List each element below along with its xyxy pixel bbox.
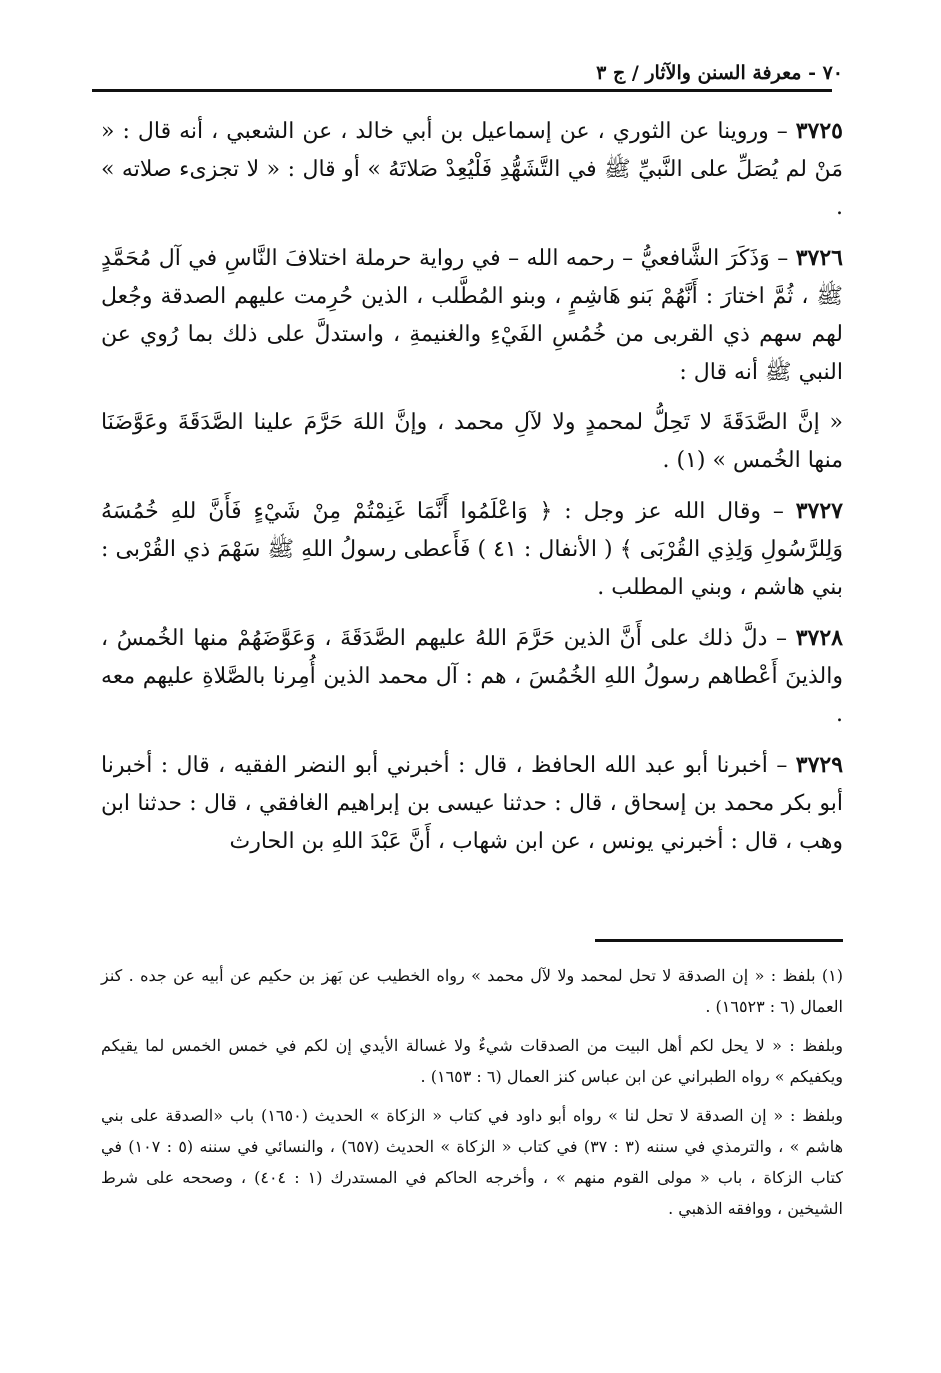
main-text: [101, 112, 843, 873]
paragraph-3728: [101, 619, 843, 734]
paragraph-text: – وقال الله عز وجل : ﴿ وَاعْلَمُوا أَنَّمَا غَنِمْتُمْ مِنْ شَيْءٍ فَأَنَّ للهِ خُمُسَهُ وَلِلرَّسُولِ وَلِذِي القُرْبَى ﴾ ( الأنفال : ٤١ ) فَأَعطى رسولُ اللهِ ﷺ سَهْمَ ذي القُرْبى : بني هاشم ، وبني المطلب .: [101, 499, 843, 600]
paragraph-text: – دلَّ ذلك على أَنَّ الذين حَرَّمَ اللهُ عليهم الصَّدَقَةَ ، وَعَوَّضَهُمْ منها الخُمسُ ، والذينَ أَعْطاهم رسولُ اللهِ الخُمُسَ ، هم : آل محمد الذين أُمِرنا بالصَّلاةِ عليهم معه .: [101, 626, 843, 727]
footnote-3: وبلفظ : « إن الصدقة لا تحل لنا » رواه أبو داود في كتاب « الزكاة » الحديث (١٦٥٠) باب «الصدقة على بني هاشم » ، والترمذي في سننه (٣ : ٣٧) في كتاب « الزكاة » الحديث (٦٥٧) ، والنسائي في سننه (٥ : ١٠٧) في كتاب الزكاة ، باب « مولى القوم منهم » ، وأخرجه الحاكم في المستدرك (١ : ٤٠٤) ، وصححه على شرط الشيخين ، ووافقه الذهبي .: [101, 1106, 844, 1218]
paragraph-number: ٣٧٢٨: [795, 625, 843, 651]
footnotes: [101, 960, 843, 1232]
paragraph-text: – وَذَكَرَ الشَّافعيُّ – رحمه الله – في رواية حرملة اختلافَ النَّاسِ في آل مُحَمَّدٍ ﷺ ، ثُمَّ اختارَ : أَنَّهُمْ بَنو هَاشِمٍ ، وبنو المُطَّلب ، الذين حُرِمت عليهم الصدقة وجُعل لهم سهم ذي القربى من خُمُسِ الفَيْءِ والغنيمةِ ، واستدلَّ على ذلك بما رُوي عن النبي ﷺ أنه قال :: [101, 246, 843, 385]
paragraph-text: – أخبرنا أبو عبد الله الحافظ ، قال : أخبرني أبو النضر الفقيه ، قال : أخبرنا أبو بكر محمد بن إسحاق ، قال : حدثنا عيسى بن إبراهيم الغافقي ، قال : حدثنا ابن وهب ، قال : أخبرني يونس ، عن ابن شهاب ، أَنَّ عَبْدَ اللهِ بن الحارث: [101, 753, 843, 854]
hadith-quote: [101, 404, 843, 480]
footnote-2: وبلفظ : « لا يحل لكم أهل البيت من الصدقات شيءٌ ولا غسالة الأيدي إن لكم في خمس الخمس لما يقيكم ويكفيكم » رواه الطبراني عن ابن عباس كنز العمال (٦ : ١٦٥٣) .: [101, 1036, 843, 1086]
paragraph-number: ٣٧٢٧: [795, 498, 843, 524]
paragraph-3729: [101, 746, 843, 861]
paragraph-text: – وروينا عن الثوري ، عن إسماعيل بن أبي خالد ، عن الشعبي ، أنه قال : « مَنْ لم يُصَلِّ على النَّبيِّ ﷺ في التَّشَهُّدِ فَلْيُعِدْ صَلاتَهُ » أو قال : « لا تجزىء صلاته » .: [101, 119, 843, 220]
paragraph-number: ٣٧٢٦: [795, 245, 843, 271]
footnote-1: (١) بلفظ : « إن الصدقة لا تحل لمحمد ولا لآل محمد » رواه الخطيب عن بَهز بن حكيم عن أبيه عن جده . كنز العمال (٦ : ١٦٥٢٣) .: [101, 966, 843, 1016]
header-rule: [92, 89, 832, 92]
paragraph-number: ٣٧٢٩: [795, 752, 844, 778]
paragraph-number: ٣٧٢٥: [795, 118, 843, 144]
footnote-rule: [595, 939, 843, 942]
paragraph-3726: [101, 239, 843, 392]
paragraph-text: « إنَّ الصَّدَقَةَ لا تَحِلُّ لمحمدٍ ولا لآلِ محمد ، وإنَّ اللهَ حَرَّمَ علينا الصَّدَقَةَ وعَوَّضَنَا منها الخُمس » (١) .: [101, 410, 843, 473]
running-header: ٧٠ - معرفة السنن والآثار / ج ٣: [596, 62, 843, 84]
paragraph-3725: [101, 112, 843, 227]
paragraph-3727: [101, 492, 843, 607]
